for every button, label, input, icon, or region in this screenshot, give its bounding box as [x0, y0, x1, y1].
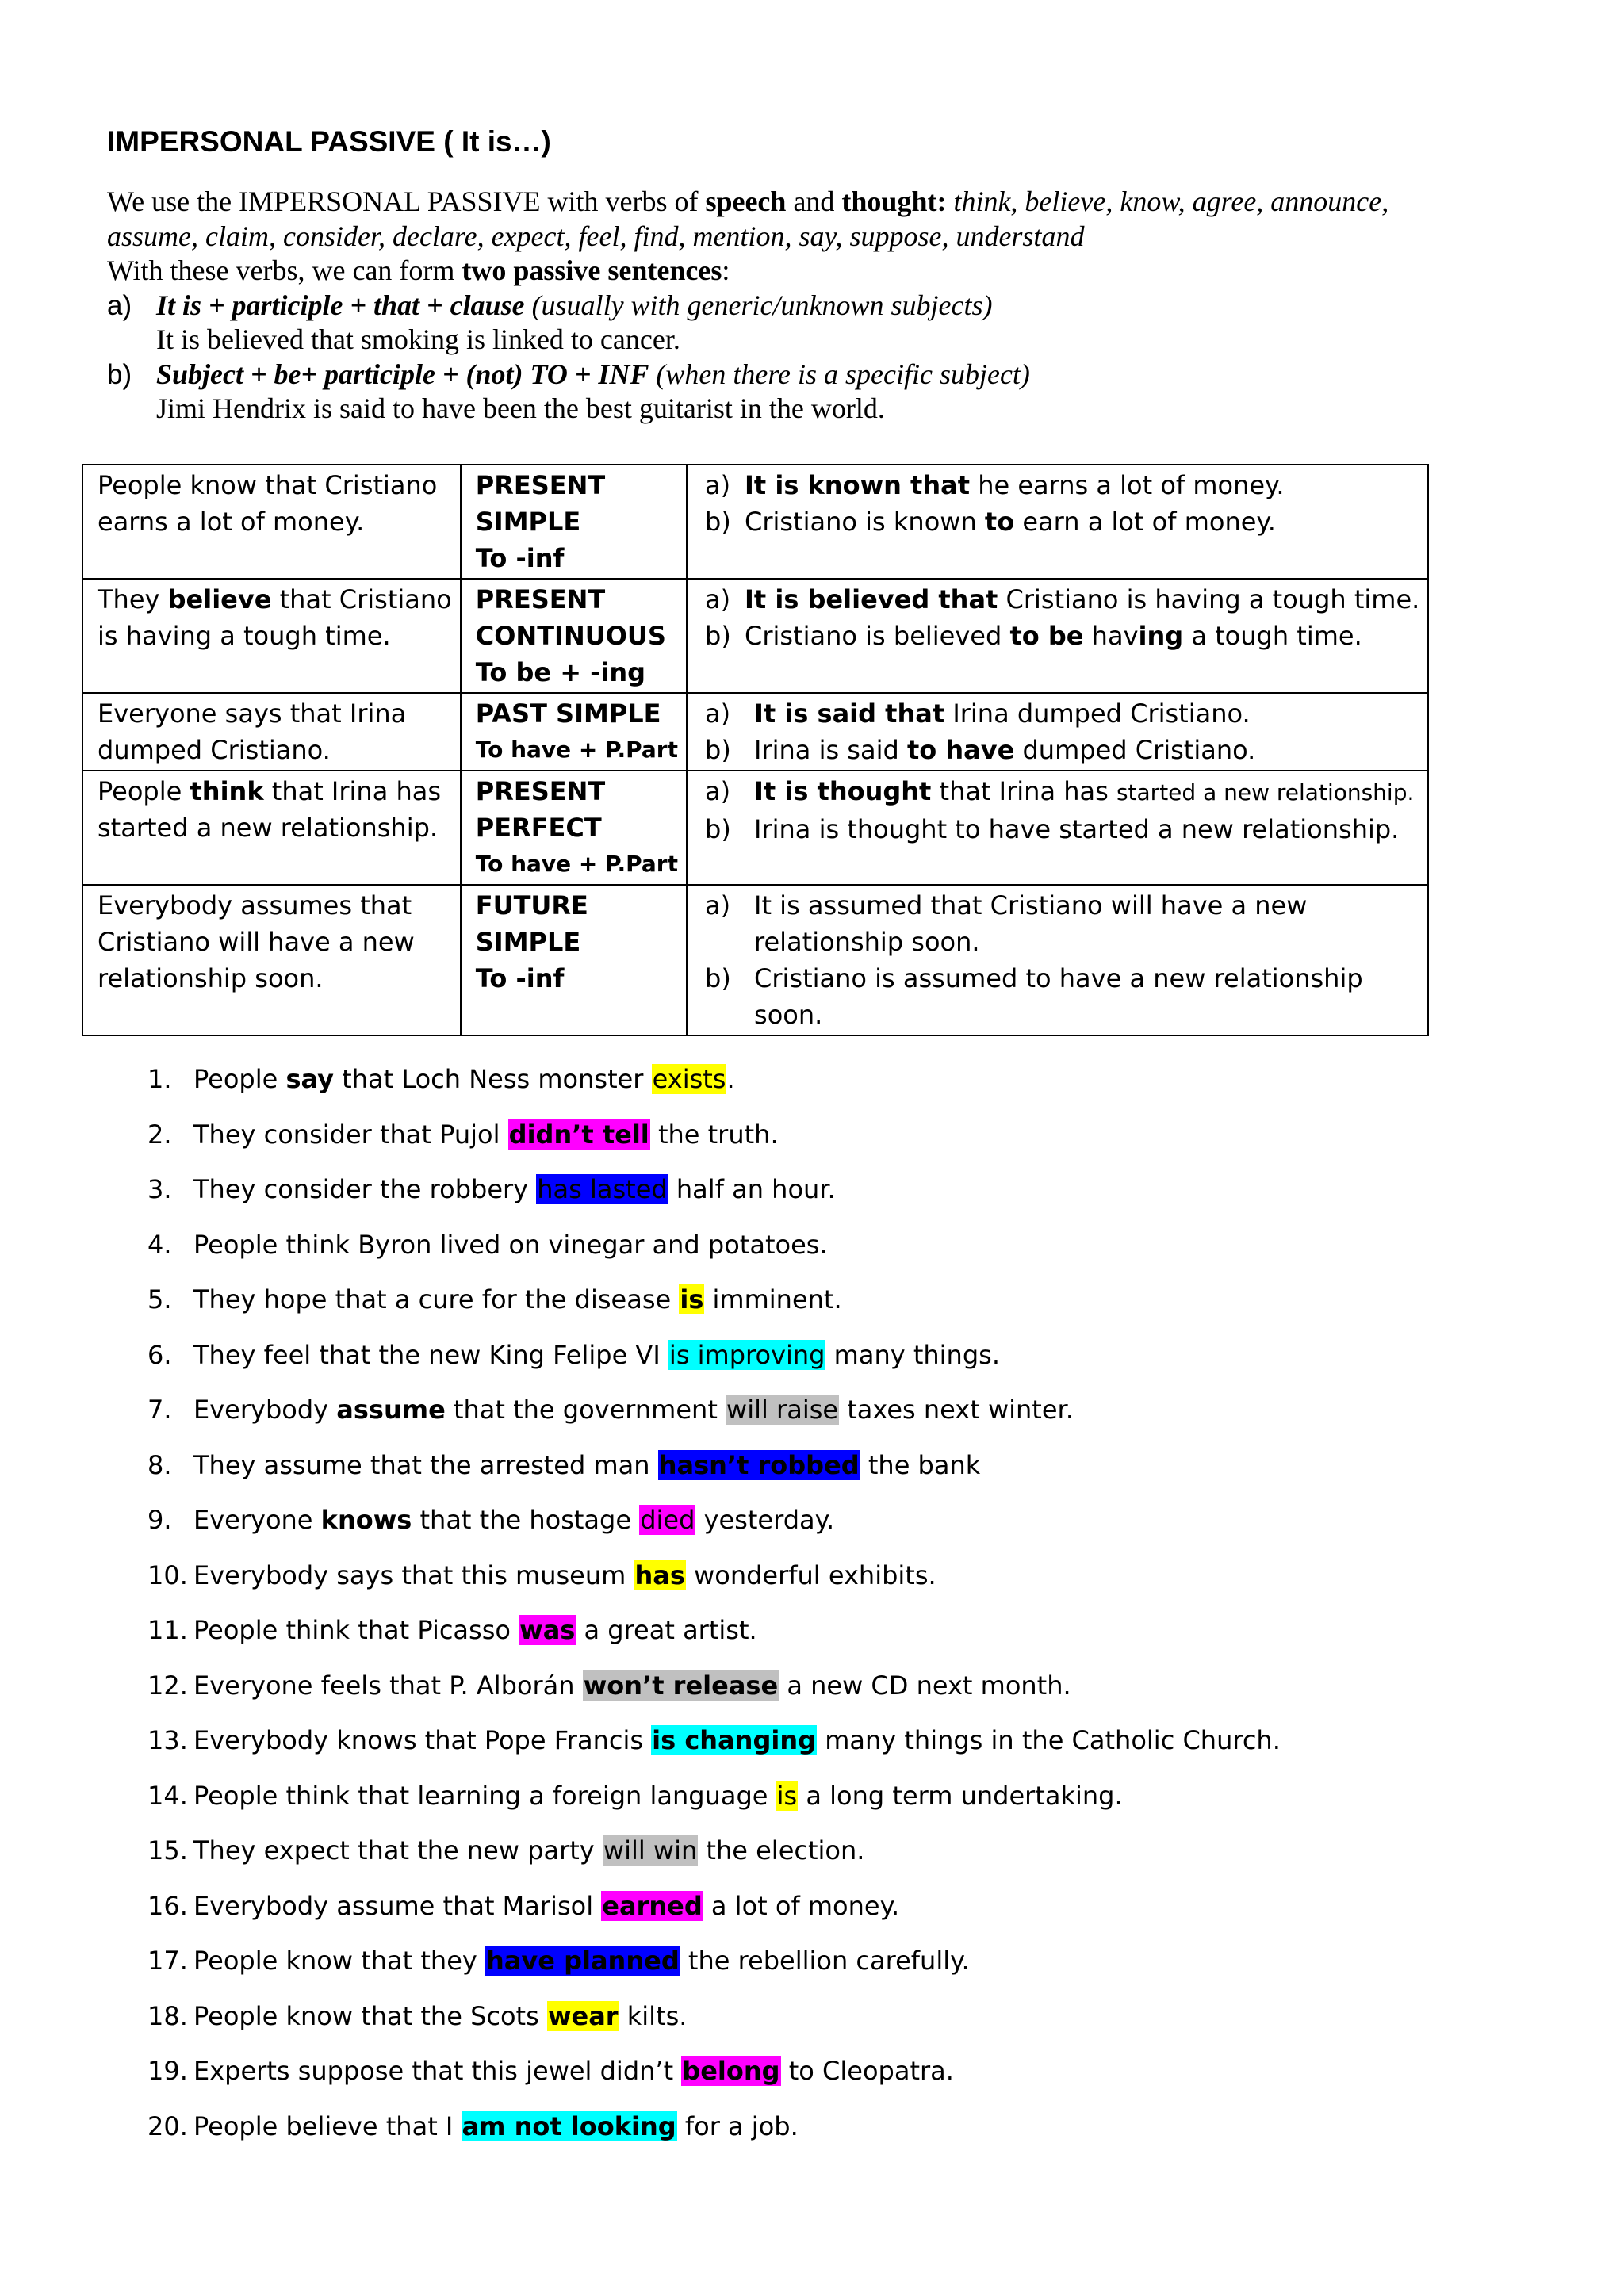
active-sentence-cell: Everyone says that Irina dumped Cristiano.	[82, 693, 461, 771]
exercise-item	[147, 1609, 1281, 1664]
intro-line-1: We use the IMPERSONAL PASSIVE with verbs of speech and thought: think, believe, know, agree, announce,	[107, 186, 1389, 217]
exercise-item	[147, 1939, 1281, 1995]
exercise-number: 14.	[147, 1780, 188, 1811]
exercise-number: 19.	[147, 2056, 188, 2086]
exercise-text: taxes next winter.	[839, 1395, 1074, 1425]
exercise-text: People think Byron lived on vinegar and potatoes.	[193, 1229, 828, 1260]
exercise-number: 7.	[147, 1395, 172, 1425]
exercise-number: 17.	[147, 1946, 188, 1976]
exercise-item	[147, 1168, 1281, 1223]
exercise-text: They expect that the new party	[193, 1835, 603, 1866]
exercise-text: for a job.	[676, 2110, 799, 2141]
exercise-item	[147, 1223, 1281, 1279]
tense-cell: PRESENT CONTINUOUS To be + -ing	[461, 579, 687, 693]
active-sentence-cell: People think that Irina has started a new relationship.	[82, 771, 461, 885]
active-sentence-cell: People know that Cristiano earns a lot of money.	[82, 465, 461, 579]
exercise-text: Everybody assume that Marisol	[193, 1890, 602, 1921]
exercise-item	[147, 1719, 1281, 1774]
intro-line-2: assume, claim, consider, declare, expect, feel, find, mention, say, suppose, understand	[107, 220, 1085, 252]
page-title: IMPERSONAL PASSIVE ( It is…)	[107, 125, 551, 158]
exercise-item	[147, 1058, 1281, 1113]
exercise-text: imminent.	[704, 1284, 842, 1314]
exercise-number: 3.	[147, 1174, 172, 1204]
exercise-text: Everybody	[193, 1395, 337, 1425]
passive-forms-cell: a) It is known that he earns a lot of money. b) Cristiano is known to earn a lot of money.	[687, 465, 1428, 579]
exercise-text: that Loch Ness monster	[334, 1064, 652, 1094]
passive-forms-cell: a) It is assumed that Cristiano will have a new relationship soon. b) Cristiano is assumed to have a new relationship soon.	[687, 885, 1428, 1035]
exercise-text: that the government	[445, 1395, 726, 1425]
exercise-number: 2.	[147, 1119, 172, 1150]
highlighted-verb: have planned	[486, 1946, 680, 1976]
active-sentence-cell: Everybody assumes that Cristiano will have a new relationship soon.	[82, 885, 461, 1035]
exercise-text: People know that the Scots	[193, 2000, 547, 2031]
exercise-item	[147, 1444, 1281, 1499]
passive-forms-cell: a) It is thought that Irina has started a new relationship. b) Irina is thought to have started a new relationship.	[687, 771, 1428, 885]
exercise-number: 9.	[147, 1505, 172, 1535]
exercise-number: 16.	[147, 1890, 188, 1921]
exercise-text: to Cleopatra.	[780, 2056, 954, 2086]
highlighted-verb: has lasted	[537, 1174, 668, 1204]
highlighted-verb: is changing	[652, 1725, 817, 1755]
exercise-text: They consider that Pujol	[193, 1119, 508, 1150]
passive-forms-cell: a) It is believed that Cristiano is having a tough time. b) Cristiano is believed to be having a tough time.	[687, 579, 1428, 693]
exercise-text: People think that learning a foreign language	[193, 1780, 776, 1811]
exercise-number: 8.	[147, 1449, 172, 1480]
highlighted-verb: hasn’t robbed	[658, 1449, 860, 1480]
exercise-number: 18.	[147, 2000, 188, 2031]
exercise-bold-verb: assume	[336, 1395, 446, 1425]
rule-b-example: Jimi Hendrix is said to have been the best guitarist in the world.	[156, 392, 885, 424]
exercise-item	[147, 1388, 1281, 1444]
exercise-item	[147, 2049, 1281, 2105]
exercise-text: many things in the Catholic Church.	[817, 1725, 1281, 1755]
exercise-text: the election.	[698, 1835, 865, 1866]
exercise-text: half an hour.	[668, 1174, 836, 1204]
exercise-text: a great artist.	[576, 1615, 757, 1645]
highlighted-verb: didn’t tell	[508, 1119, 649, 1150]
exercise-text: People think that Picasso	[193, 1615, 519, 1645]
exercise-text: They feel that the new King Felipe VI	[193, 1339, 668, 1370]
exercise-item	[147, 1113, 1281, 1169]
exercise-item	[147, 1664, 1281, 1720]
exercise-text: People believe that I	[193, 2110, 462, 2141]
exercise-text: People	[193, 1064, 286, 1094]
highlighted-verb: won’t release	[583, 1670, 779, 1701]
exercise-number: 12.	[147, 1670, 188, 1701]
active-sentence-cell: They believe that Cristiano is having a tough time.	[82, 579, 461, 693]
highlighted-verb: died	[640, 1505, 695, 1535]
passive-forms-cell: a) It is said that Irina dumped Cristiano. b) Irina is said to have dumped Cristiano.	[687, 693, 1428, 771]
exercise-item	[147, 1498, 1281, 1554]
highlighted-verb: belong	[682, 2056, 780, 2086]
highlighted-verb: will raise	[726, 1395, 839, 1425]
exercise-text: They consider the robbery	[193, 1174, 537, 1204]
rule-a-example: It is believed that smoking is linked to cancer.	[156, 323, 680, 355]
exercise-text: They hope that a cure for the disease	[193, 1284, 680, 1314]
highlighted-verb: is	[776, 1780, 798, 1811]
highlighted-verb: is improving	[668, 1339, 825, 1370]
exercise-text: the truth.	[649, 1119, 779, 1150]
intro-line-3: With these verbs, we can form two passive sentences:	[107, 254, 730, 286]
exercise-text: the bank	[860, 1449, 981, 1480]
table-row	[82, 579, 1428, 693]
exercise-text: a new CD next month.	[779, 1670, 1071, 1701]
exercise-list	[147, 1058, 1281, 2160]
table-row	[82, 465, 1428, 579]
exercise-text: Everybody says that this museum	[193, 1559, 634, 1590]
exercise-text: Experts suppose that this jewel didn’t	[193, 2056, 682, 2086]
tense-cell: FUTURE SIMPLE To -inf	[461, 885, 687, 1035]
exercise-text: a lot of money.	[703, 1890, 900, 1921]
exercise-text: the rebellion carefully.	[680, 1946, 970, 1976]
exercise-number: 4.	[147, 1229, 172, 1260]
exercise-text: They assume that the arrested man	[193, 1449, 658, 1480]
exercise-number: 15.	[147, 1835, 188, 1866]
exercise-number: 11.	[147, 1615, 188, 1645]
table-row	[82, 771, 1428, 885]
rule-a: a) It is + participle + that + clause (usually with generic/unknown subjects)	[107, 289, 993, 321]
exercise-bold-verb: knows	[320, 1505, 412, 1535]
exercise-item	[147, 1278, 1281, 1334]
intro-block	[107, 185, 1550, 427]
highlighted-verb: has	[634, 1559, 685, 1590]
exercise-text: People know that they	[193, 1946, 485, 1976]
exercise-bold-verb: say	[285, 1064, 334, 1094]
highlighted-verb: exists	[652, 1064, 726, 1094]
exercise-item	[147, 2105, 1281, 2160]
exercise-item	[147, 1774, 1281, 1830]
exercise-item	[147, 1885, 1281, 1940]
rule-b: b) Subject + be+ participle + (not) TO + INF (when there is a specific subject)	[107, 358, 1030, 390]
exercise-number: 20.	[147, 2110, 188, 2141]
highlighted-verb: was	[519, 1615, 576, 1645]
exercise-text: wonderful exhibits.	[685, 1559, 936, 1590]
exercise-text: that the hostage	[412, 1505, 640, 1535]
exercise-text: kilts.	[619, 2000, 688, 2031]
highlighted-verb: am not looking	[462, 2110, 676, 2141]
exercise-number: 13.	[147, 1725, 188, 1755]
exercise-text: Everyone feels that P. Alborán	[193, 1670, 583, 1701]
exercise-item	[147, 1829, 1281, 1885]
highlighted-verb: is	[680, 1284, 704, 1314]
highlighted-verb: wear	[547, 2000, 619, 2031]
grammar-table	[82, 464, 1429, 1036]
exercise-number: 6.	[147, 1339, 172, 1370]
exercise-text: many things.	[825, 1339, 1000, 1370]
tense-cell: PRESENT SIMPLE To -inf	[461, 465, 687, 579]
exercise-item	[147, 1995, 1281, 2050]
exercise-item	[147, 1334, 1281, 1389]
exercise-item	[147, 1554, 1281, 1609]
exercise-text: a long term undertaking.	[798, 1780, 1123, 1811]
tense-cell: PAST SIMPLE To have + P.Part	[461, 693, 687, 771]
exercise-text: yesterday.	[695, 1505, 835, 1535]
exercise-number: 5.	[147, 1284, 172, 1314]
exercise-text: Everyone	[193, 1505, 321, 1535]
exercise-text: .	[726, 1064, 735, 1094]
highlighted-verb: will win	[603, 1835, 698, 1866]
tense-cell: PRESENT PERFECT To have + P.Part	[461, 771, 687, 885]
table-row	[82, 885, 1428, 1035]
table-row	[82, 693, 1428, 771]
exercise-number: 10.	[147, 1559, 188, 1590]
exercise-text: Everybody knows that Pope Francis	[193, 1725, 652, 1755]
highlighted-verb: earned	[602, 1890, 703, 1921]
exercise-number: 1.	[147, 1064, 172, 1094]
